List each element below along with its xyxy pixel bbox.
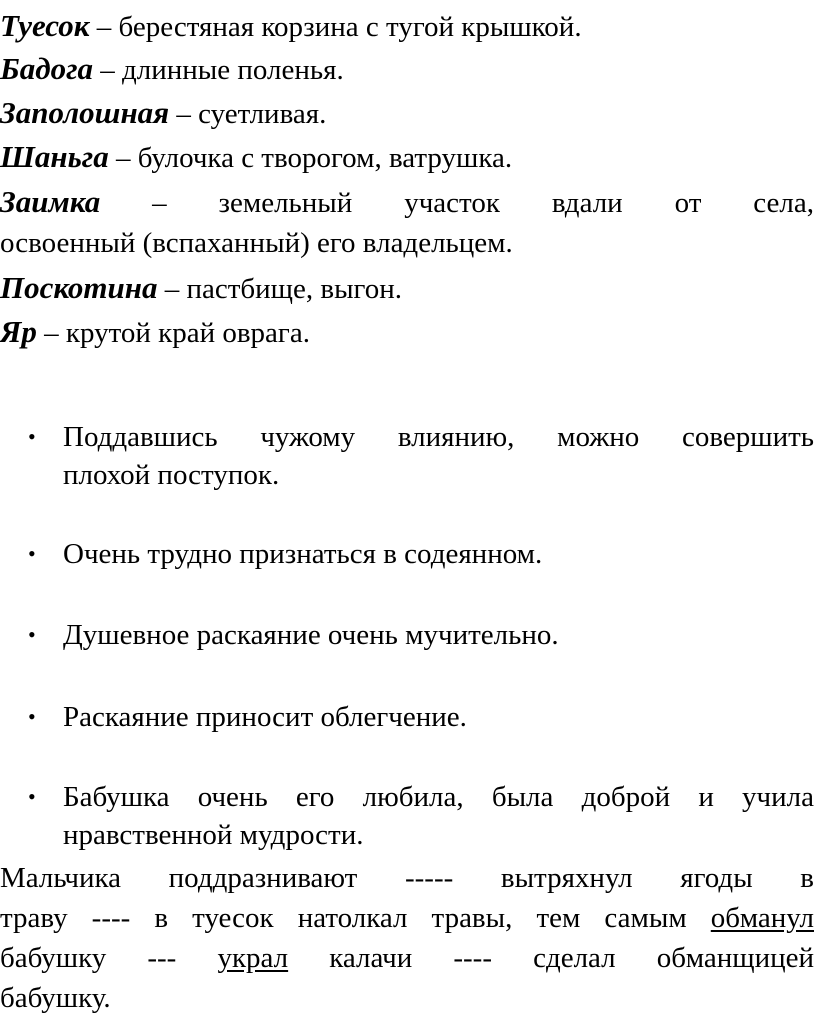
glossary-term: Заимка — [0, 184, 101, 219]
underlined-word: обманул — [710, 902, 814, 934]
glossary-term: Туесок — [0, 8, 90, 43]
paragraph-text: траву ---- в туесок натолкал травы, тем самым — [0, 902, 711, 934]
bullet-icon: • — [28, 541, 36, 566]
paragraph-line — [0, 938, 814, 978]
paragraph-text: бабушку --- — [0, 942, 218, 974]
glossary-definition: – суетливая. — [169, 98, 327, 130]
glossary-entry — [0, 266, 814, 311]
paragraph-text: калачи ---- сделал обманщицей — [288, 942, 814, 974]
glossary-term: Бадога — [0, 51, 94, 86]
glossary-entry — [0, 4, 814, 49]
bullet-item — [28, 778, 814, 854]
bullet-item — [28, 698, 814, 736]
glossary-term: Поскотина — [0, 270, 158, 305]
bullet-text: Бабушка очень его любила, была доброй и учила — [63, 781, 814, 813]
bullet-item — [28, 535, 814, 573]
glossary-entry — [0, 91, 814, 136]
paragraph-line — [0, 898, 814, 938]
bullet-item — [28, 616, 814, 654]
paragraph-line: бабушку. — [0, 982, 111, 1014]
bullet-item — [28, 418, 814, 494]
glossary-entry — [0, 310, 814, 355]
bullet-icon: • — [28, 784, 36, 809]
glossary-definition: – земельный участок вдали от села, — [100, 187, 814, 219]
glossary-definition: – длинные поленья. — [93, 54, 344, 86]
glossary-term: Заполошная — [0, 95, 170, 130]
glossary-definition: – берестяная корзина с тугой крышкой. — [89, 11, 582, 43]
glossary-definition-continuation: освоенный (вспаханный) его владельцем. — [0, 227, 513, 259]
glossary-definition: – крутой край оврага. — [36, 317, 310, 349]
glossary-entry — [0, 180, 814, 225]
summary-paragraph — [0, 858, 814, 1018]
paragraph-line: Мальчика поддразнивают ----- вытряхнул ягоды в — [0, 862, 814, 894]
glossary-entry — [0, 135, 814, 180]
glossary-term: Яр — [0, 314, 37, 349]
bullet-icon: • — [28, 424, 36, 449]
bullet-text-continuation: плохой поступок. — [63, 459, 280, 491]
bullet-icon: • — [28, 704, 36, 729]
bullet-text: Душевное раскаяние очень мучительно. — [63, 619, 559, 651]
glossary-definition: – булочка с творогом, ватрушка. — [108, 142, 513, 174]
underlined-word: украл — [217, 942, 289, 974]
bullet-text: Поддавшись чужому влиянию, можно совершить — [63, 421, 814, 453]
bullet-text: Раскаяние приносит облегчение. — [63, 701, 467, 733]
bullet-text-continuation: нравственной мудрости. — [63, 819, 364, 851]
glossary-term: Шаньга — [0, 139, 109, 174]
glossary-entry — [0, 47, 814, 92]
glossary-definition: – пастбище, выгон. — [157, 273, 403, 305]
bullet-icon: • — [28, 622, 36, 647]
bullet-text: Очень трудно признаться в содеянном. — [63, 538, 543, 570]
